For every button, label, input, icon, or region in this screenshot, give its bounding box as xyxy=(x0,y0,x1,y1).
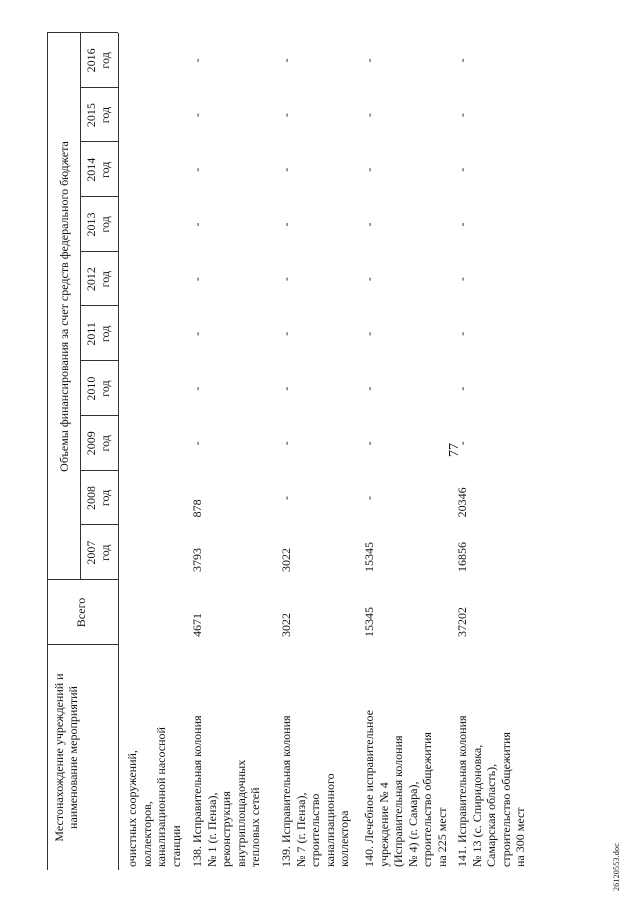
header-year-unit: год xyxy=(98,435,112,452)
row-value-dash: - xyxy=(455,167,469,172)
row-value-dash: - xyxy=(362,222,376,227)
row-value-dash: - xyxy=(455,277,469,282)
header-year: 2009 xyxy=(84,431,98,456)
row-value-dash: - xyxy=(362,386,376,391)
row-value-dash: - xyxy=(279,386,293,391)
row-name-line: коллекторов, xyxy=(139,801,154,867)
row-name-line: строительство xyxy=(308,793,322,867)
row-value-dash: - xyxy=(455,441,469,446)
row-name-line: очистных сооружений, xyxy=(125,750,139,867)
table-top-rule xyxy=(47,33,48,870)
row-name-line: № 4) (г. Самара), xyxy=(405,781,420,867)
row-value-dash: - xyxy=(362,495,376,500)
header-year: 2010 xyxy=(84,376,98,401)
page-number: 77 xyxy=(447,443,462,457)
header-year-unit: год xyxy=(98,106,112,124)
header-year-unit: год xyxy=(98,544,112,561)
row-value-dash: - xyxy=(279,167,293,172)
row-name-line: станции xyxy=(168,825,183,867)
row-total: 37202 xyxy=(455,607,469,637)
header-year-unit: год xyxy=(98,216,112,233)
header-year: 2015 xyxy=(84,103,98,128)
row-name-line: канализационной насосной xyxy=(154,727,168,867)
row-value: 3793 xyxy=(190,548,204,572)
row-name-line: Самарская область), xyxy=(484,763,498,867)
row-value-dash: - xyxy=(190,222,204,227)
row-name-line: на 225 мест xyxy=(434,807,449,867)
row-value-dash: - xyxy=(455,222,469,227)
document-footer: 26120553.doc xyxy=(612,843,621,891)
row-value-dash: - xyxy=(455,113,469,118)
row-value-dash: - xyxy=(279,222,293,227)
header-year-unit: год xyxy=(98,380,112,397)
row-value-dash: - xyxy=(190,167,204,172)
row-name-line: № 1 (г. Пенза), xyxy=(204,792,219,867)
row-value-dash: - xyxy=(455,386,469,391)
row-value-dash: - xyxy=(279,441,293,446)
row-name-line: реконструкция xyxy=(219,791,233,867)
group-header-rule xyxy=(80,33,81,580)
row-value-dash: - xyxy=(362,441,376,446)
row-total: 3022 xyxy=(279,613,293,637)
row-value-dash: - xyxy=(362,113,376,118)
row-name-line: тепловых сетей xyxy=(248,787,262,867)
header-year-unit: год xyxy=(98,489,112,507)
header-year-unit: год xyxy=(98,161,112,178)
header-year: 2014 xyxy=(84,157,98,182)
row-value-dash: - xyxy=(190,277,204,282)
row-name-line: № 7 (г. Пенза), xyxy=(293,792,308,867)
row-name-line: строительство общежития xyxy=(420,732,434,867)
header-year: 2013 xyxy=(84,212,98,237)
row-name-line: 138. Исправительная колония xyxy=(190,715,204,867)
row-name-line: учреждение № 4 xyxy=(376,782,391,867)
header-year: 2008 xyxy=(84,485,98,510)
row-name-line: 141. Исправительная колония xyxy=(455,715,469,867)
header-group-title: Объемы финансирования за счет средств федерального бюджета xyxy=(57,141,71,472)
header-year: 2011 xyxy=(84,322,98,346)
header-year: 2016 xyxy=(84,48,98,73)
header-year-unit: год xyxy=(98,52,112,69)
row-value-dash: - xyxy=(455,58,469,63)
row-name-line: (Исправительная колония xyxy=(391,735,405,867)
row-value-dash: - xyxy=(190,441,204,446)
row-value-dash: - xyxy=(362,167,376,172)
row-value-dash: - xyxy=(455,331,469,336)
row-value: 3022 xyxy=(279,548,293,572)
row-name-line: строительство общежития xyxy=(498,732,513,867)
row-name-line: 139. Исправительная колония xyxy=(279,715,293,867)
header-total-column: Всего xyxy=(74,597,88,628)
row-value-dash: - xyxy=(279,331,293,336)
row-name-line: канализационного xyxy=(322,773,337,867)
row-name-line: внутриплощадочных xyxy=(233,759,248,867)
header-name-column: Местонахождение учреждений и наименование мероприятий xyxy=(52,673,80,842)
row-value-dash: - xyxy=(279,113,293,118)
row-total: 4671 xyxy=(190,613,204,637)
row-value-dash: - xyxy=(279,495,293,500)
row-name-line: на 300 мест xyxy=(513,807,527,867)
row-value-dash: - xyxy=(279,58,293,63)
row-value-dash: - xyxy=(279,277,293,282)
row-value-dash: - xyxy=(362,277,376,282)
row-name-line: коллектора xyxy=(337,810,351,867)
header-year: 2012 xyxy=(84,267,98,292)
row-total: 15345 xyxy=(362,607,376,637)
row-value-dash: - xyxy=(190,113,204,118)
row-value: 878 xyxy=(190,499,204,518)
row-value: 15345 xyxy=(362,542,376,572)
header-bottom-rule xyxy=(118,33,119,870)
row-value-dash: - xyxy=(362,331,376,336)
row-value-dash: - xyxy=(190,58,204,63)
header-year: 2007 xyxy=(84,540,98,565)
row-value-dash: - xyxy=(362,58,376,63)
row-value-dash: - xyxy=(190,386,204,391)
row-value: 20346 xyxy=(455,487,469,518)
row-value-dash: - xyxy=(190,331,204,336)
header-year-unit: год xyxy=(98,325,112,343)
row-name-line: № 13 (с. Спиридоновка, xyxy=(469,744,484,867)
row-value: 16856 xyxy=(455,542,469,572)
header-year-unit: год xyxy=(98,270,112,288)
row-name-line: 140. Лечебное исправительное xyxy=(362,710,376,867)
